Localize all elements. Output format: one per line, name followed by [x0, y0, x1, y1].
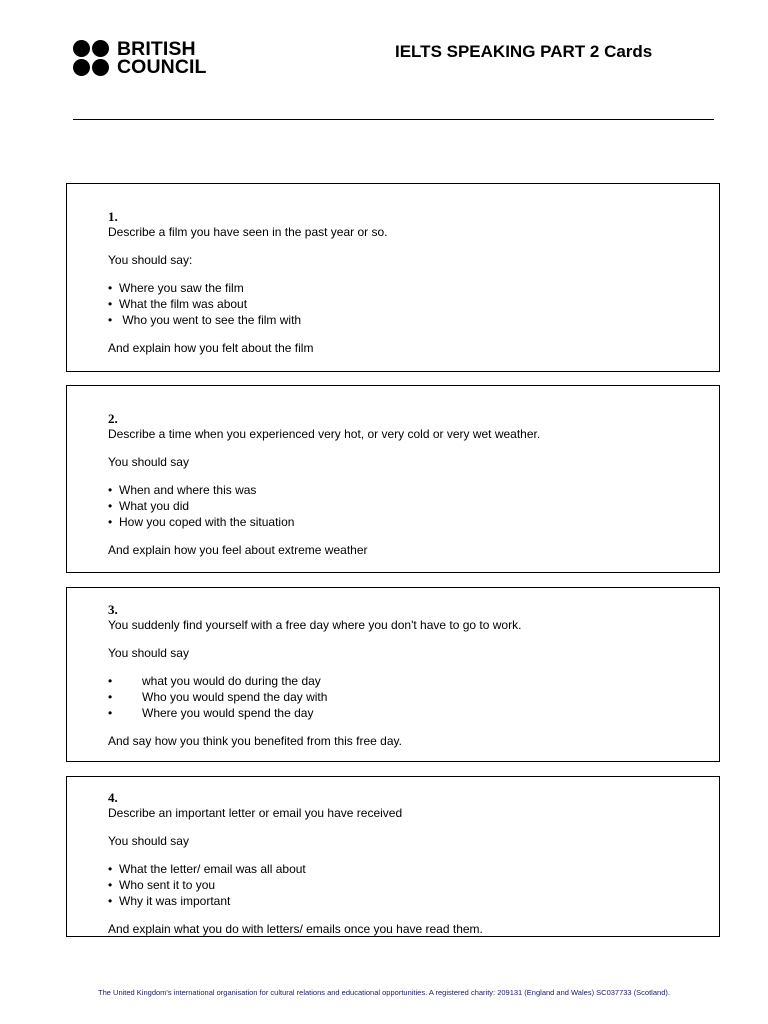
- header-divider: [73, 119, 714, 120]
- page-title: IELTS SPEAKING PART 2 Cards: [395, 42, 653, 61]
- list-item: • What the film was about: [108, 297, 248, 311]
- list-item: • Where you saw the film: [108, 281, 244, 295]
- card-explain: And explain what you do with letters/ emails once you have read them.: [108, 922, 483, 936]
- card-bullet-list: [108, 861, 719, 909]
- list-item: • Why it was important: [108, 894, 231, 908]
- list-item: • what you would do during the day: [108, 674, 321, 688]
- card-3: [66, 587, 720, 762]
- list-item: • Who you went to see the film with: [108, 313, 302, 327]
- list-item: • Where you would spend the day: [108, 706, 314, 720]
- footer-text: The United Kingdom's international organisation for cultural relations and educational opportunities. A registered charity: 209131 (England and Wales) SC037733 (Scotland).: [98, 988, 670, 997]
- card-bullet-list: [108, 482, 719, 530]
- card-2: [66, 385, 720, 573]
- card-bullet-list: [108, 673, 719, 721]
- card-prompt: Describe an important letter or email you have received: [108, 806, 403, 820]
- card-should-say: You should say:: [108, 253, 193, 267]
- card-1: [66, 183, 720, 372]
- list-item: • What you did: [108, 499, 190, 513]
- logo-line-1: BRITISH: [117, 38, 196, 60]
- logo-dots-icon: [73, 40, 109, 76]
- card-should-say: You should say: [108, 646, 189, 660]
- list-item: • When and where this was: [108, 483, 257, 497]
- card-should-say: You should say: [108, 455, 189, 469]
- list-item: • Who sent it to you: [108, 878, 216, 892]
- card-explain: And explain how you felt about the film: [108, 341, 314, 355]
- card-prompt: Describe a time when you experienced very hot, or very cold or very wet weather.: [108, 427, 541, 441]
- card-should-say: You should say: [108, 834, 189, 848]
- card-number: 3.: [108, 602, 118, 617]
- logo-wordmark: [117, 40, 207, 76]
- card-explain: And explain how you feel about extreme weather: [108, 543, 368, 557]
- card-number: 4.: [108, 790, 118, 805]
- card-bullet-list: [108, 280, 719, 328]
- card-number: 2.: [108, 411, 118, 426]
- card-number: 1.: [108, 209, 118, 224]
- british-council-logo: [73, 40, 207, 76]
- list-item: • Who you would spend the day with: [108, 690, 328, 704]
- card-prompt: You suddenly find yourself with a free day where you don't have to go to work.: [108, 618, 522, 632]
- card-4: [66, 776, 720, 937]
- logo-line-2: COUNCIL: [117, 56, 207, 78]
- list-item: • What the letter/ email was all about: [108, 862, 306, 876]
- list-item: • How you coped with the situation: [108, 515, 295, 529]
- card-explain: And say how you think you benefited from this free day.: [108, 734, 402, 748]
- card-prompt: Describe a film you have seen in the past year or so.: [108, 225, 388, 239]
